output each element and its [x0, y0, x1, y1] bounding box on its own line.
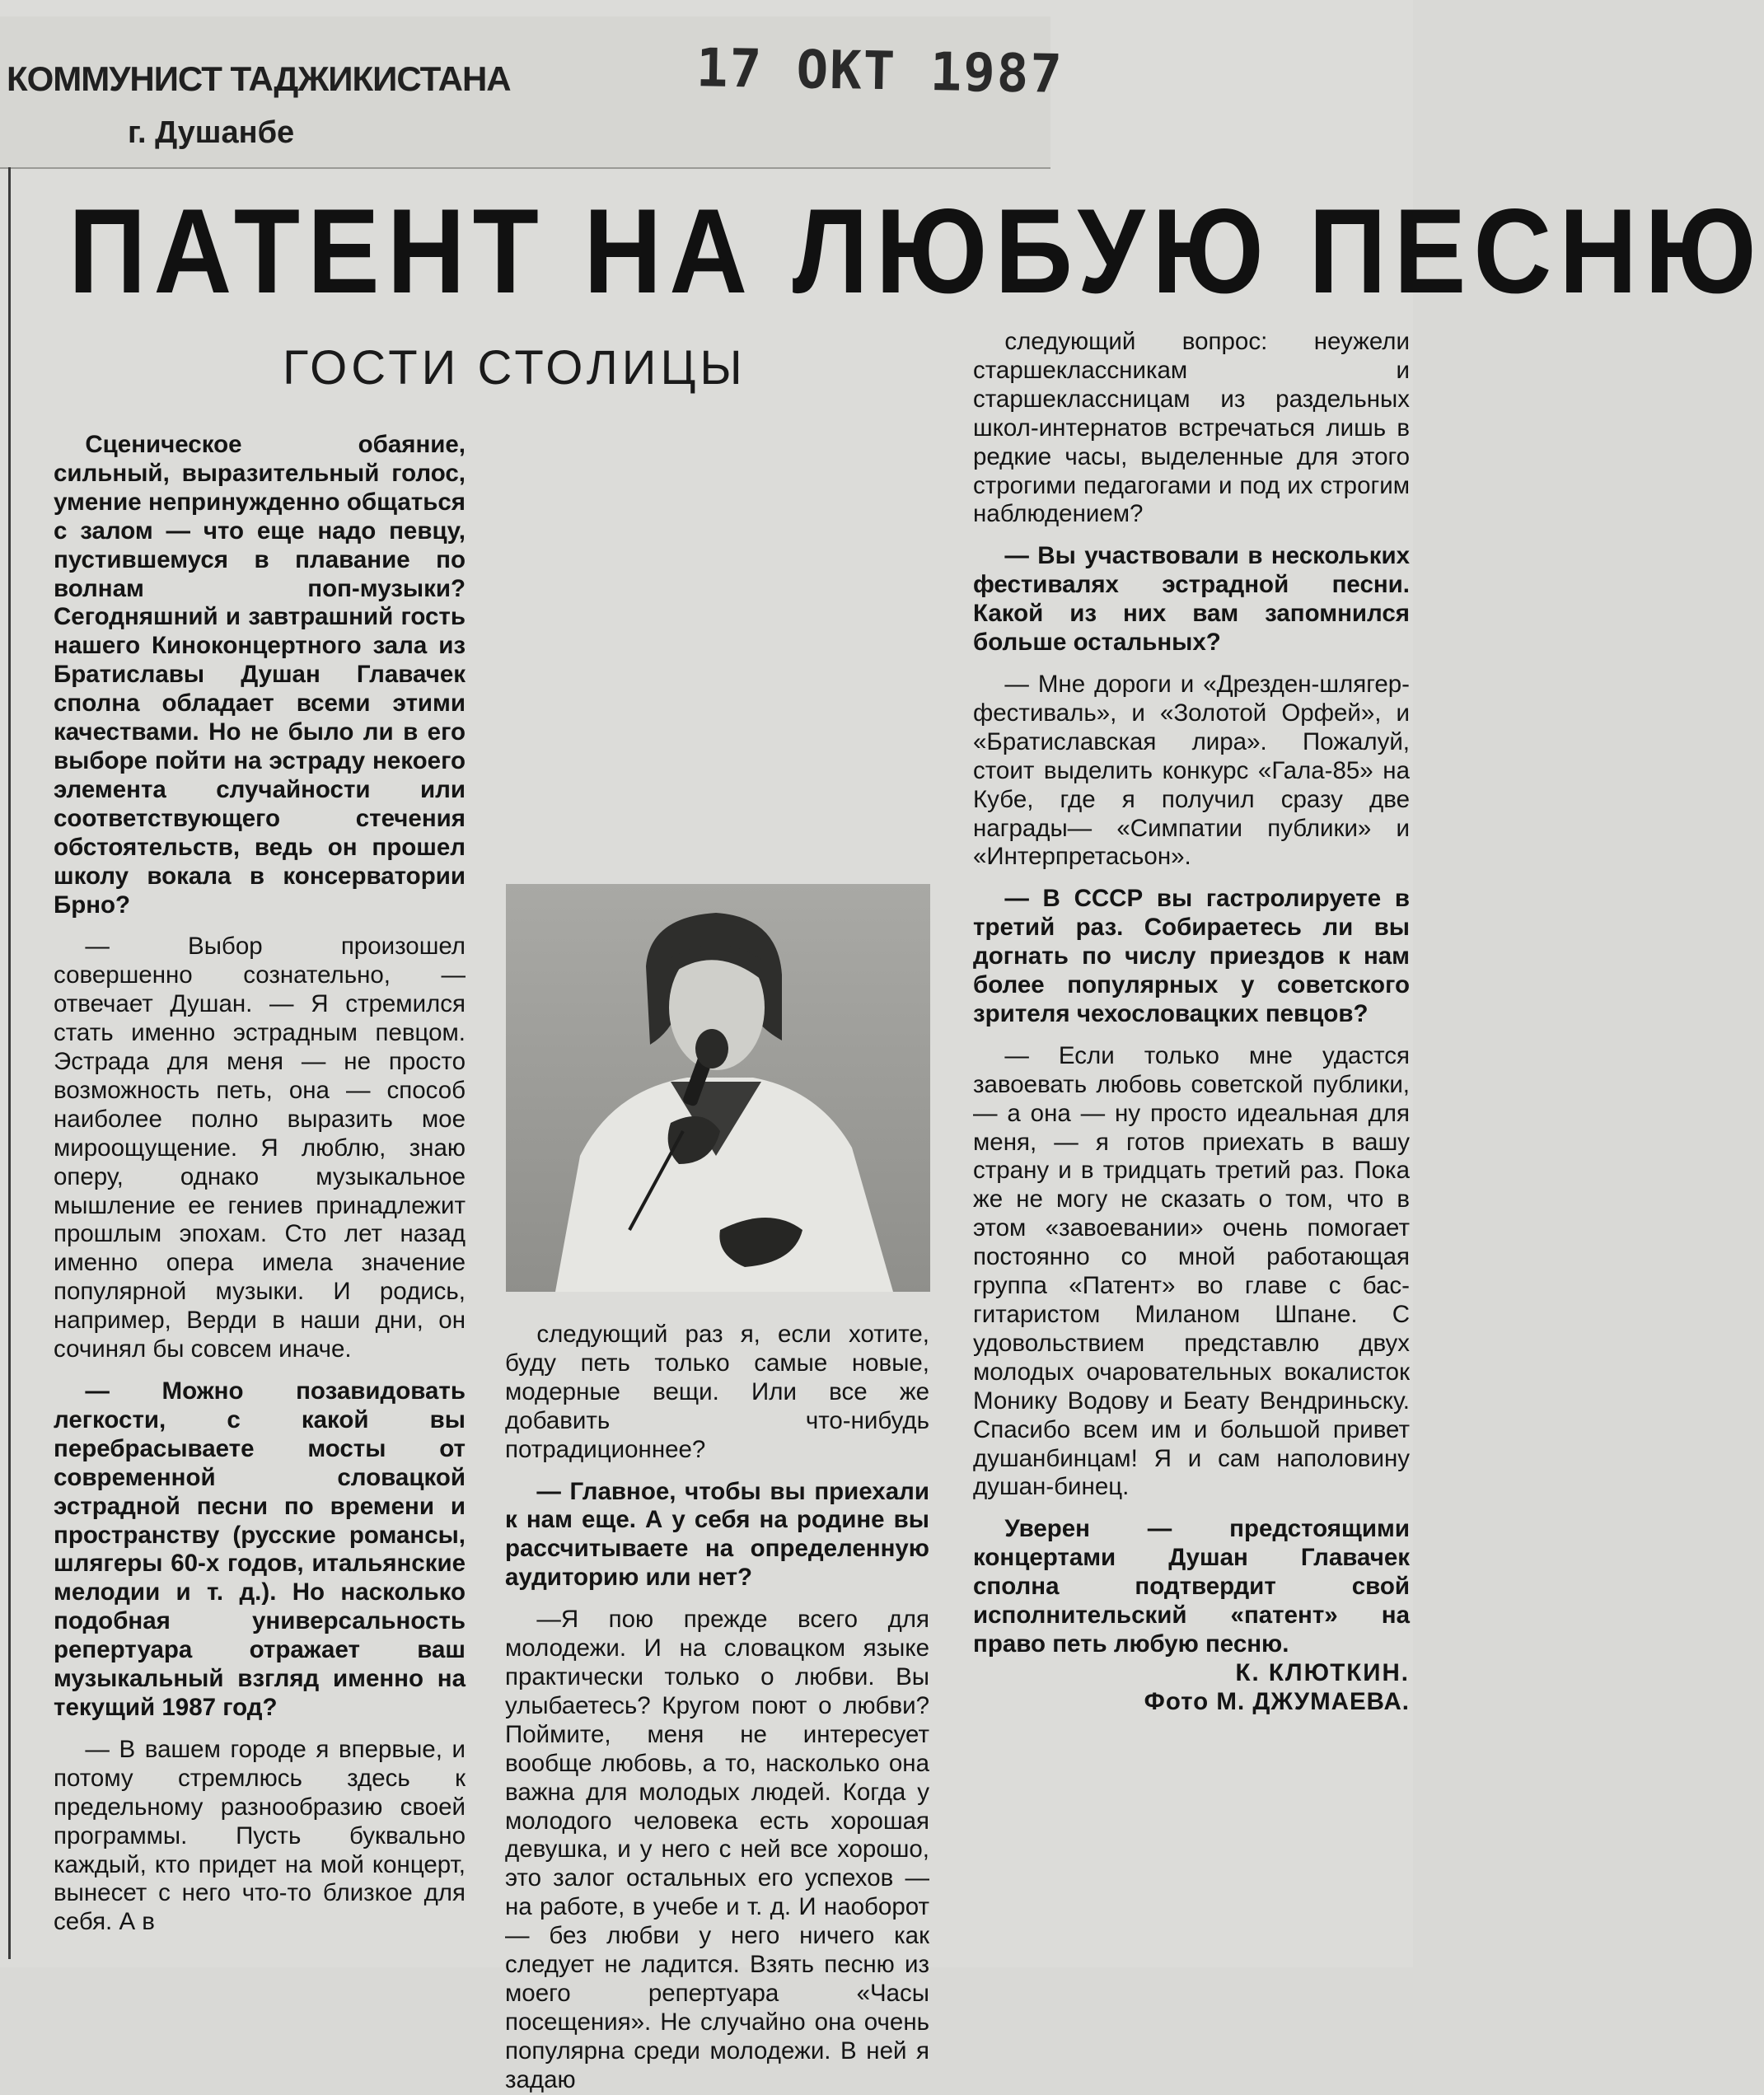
singer-photo: [506, 884, 930, 1292]
column-3: [973, 328, 1410, 1717]
question-paragraph: — Вы участвовали в нескольких фестивалях эстрадной песни. Какой из них вам запомнился больше остальных?: [973, 542, 1410, 657]
answer-paragraph: — Мне дороги и «Дрезден-шлягер-фестиваль», и «Золотой Орфей», и «Братиславская лира». Пожалуй, стоит выделить конкурс «Гала-85» на Кубе, где я получил сразу две награды— «Симпатии публики» и «Интерпретасьон».: [973, 670, 1410, 871]
paragraph-gap: [973, 529, 1410, 542]
column-2: [505, 1321, 929, 2095]
photo-credit: Фото М. ДЖУМАЕВА.: [1144, 1687, 1410, 1715]
paragraph-gap: [54, 1723, 466, 1736]
answer-paragraph: следующий раз я, если хотите, буду петь только самые новые, модерные вещи. Или все же добавить что-нибудь потрадиционнее?: [505, 1321, 929, 1463]
paragraph-gap: [54, 919, 466, 933]
answer-paragraph: следующий вопрос: неужели старшеклассникам и старшеклассницам из раздельных школ-интернатов встречаться лишь в редкие часы, выделенные для этого строгими педагогами и под их строгим наблюдением?: [973, 328, 1410, 528]
answer-paragraph: —Я пою прежде всего для молодежи. И на словацком языке практически только о любви. Вы улыбаетесь? Кругом поют о любви? Поймите, меня не интересует вообще любовь, а то, насколько она важна для молодых людей. Когда у молодого человека есть хорошая девушка, и у него с ней все хорошо, это залог остальных его успехов — на работе, в учебе и т. д. И наоборот — без любви у него ничего как следует не ладится. Взять песню из моего репертуара «Часы посещения». Не случайно она очень популярна среди молодежи. В ней я задаю: [505, 1606, 929, 2093]
question-paragraph: — Главное, чтобы вы приехали к нам еще. А у себя на родине вы рассчитываете на определенную аудиторию или нет?: [505, 1477, 929, 1592]
subheadline: ГОСТИ СТОЛИЦЫ: [283, 341, 746, 395]
masthead-strip: [0, 16, 1064, 169]
paragraph-gap: [973, 1029, 1410, 1042]
paragraph-gap: [54, 1364, 466, 1377]
answer-paragraph: — В вашем городе я впервые, и потому стремлюсь здесь к предельному разнообразию своей программы. Пусть буквально каждый, кто придет на мой концерт, вынесет с него что-то близкое для себя. А в: [54, 1735, 466, 1936]
paragraph-gap: [505, 1465, 929, 1478]
article: [8, 167, 1764, 2093]
newspaper-name: КОММУНИСТ ТАДЖИКИСТАНА: [7, 59, 511, 98]
question-paragraph: — Можно позавидовать легкости, с какой вы перебрасываете мосты от современной словацкой эстрадной песни по времени и пространству (русские романсы, шлягеры 60-х годов, итальянские мелодии и т. д.). Но насколько подобная универсальность репертуара отражает ваш музыкальный взгляд именно на текущий 1987 год?: [54, 1377, 466, 1721]
answer-paragraph: — Выбор произошел совершенно сознательно, — отвечает Душан. — Я стремился стать именно эстрадным певцом. Эстрада для меня — не просто возможность петь, она — способ наиболее полно выразить мое мироощущение. Я люблю, знаю оперу, однако музыкальное мышление ее гениев принадлежит прошлым эпохам. Сто лет назад именно опера имела значение популярной музыки. И родись, например, Верди в наши дни, он сочинял бы совсем иначе.: [54, 933, 466, 1363]
column-1: [54, 431, 466, 1937]
paragraph-gap: [505, 1592, 929, 1606]
paragraph-gap: [973, 657, 1410, 671]
answer-paragraph: — Если только мне удастся завоевать любовь советской публики, — а она — ну просто идеальная для меня, — я готов приехать в вашу страну и в тридцать третий раз. Пока же не могу не сказать о том, что в этом «завоевании» очень помогает постоянно со мной работающая группа «Патент» во главе с бас-гитаристом Миланом Шпане. С удовольствием представлю двух молодых очаровательных вокалисток Монику Водову и Беату Вендриньску. Спасибо всем им и большой привет душанбинцам! Я и сам наполовину душан-бинец.: [973, 1041, 1410, 1501]
date-stamp: 17 ОКТ 1987: [695, 38, 1064, 105]
question-paragraph: Уверен — предстоящими концертами Душан Главачек сполна подтвердит свой исполнительский «патент» на право петь любую песню.: [973, 1515, 1410, 1658]
question-paragraph: — В СССР вы гастролируете в третий раз. Собираетесь ли вы догнать по числу приездов к нам более популярных у советского зрителя чехословацких певцов?: [973, 885, 1410, 1027]
headline: ПАТЕНТ НА ЛЮБУЮ ПЕСНЮ: [68, 184, 1764, 318]
author-signature: К. КЛЮТКИН.: [1235, 1658, 1410, 1686]
city-label: г. Душанбе: [128, 115, 295, 150]
paragraph-gap: [973, 872, 1410, 885]
question-paragraph: Сценическое обаяние, сильный, выразительный голос, умение непринужденно общаться с залом — что еще надо певцу, пустившемуся в плавание по волнам поп-музыки? Сегодняшний и завтрашний гость нашего Киноконцертного зала из Братиславы Душан Главачек сполна обладает всеми этими качествами. Но не было ли в его выборе пойти на эстраду некоего элемента случайности или соответствующего стечения обстоятельств, ведь он прошел школу вокала в консерватории Брно?: [54, 431, 466, 919]
paragraph-gap: [973, 1502, 1410, 1515]
